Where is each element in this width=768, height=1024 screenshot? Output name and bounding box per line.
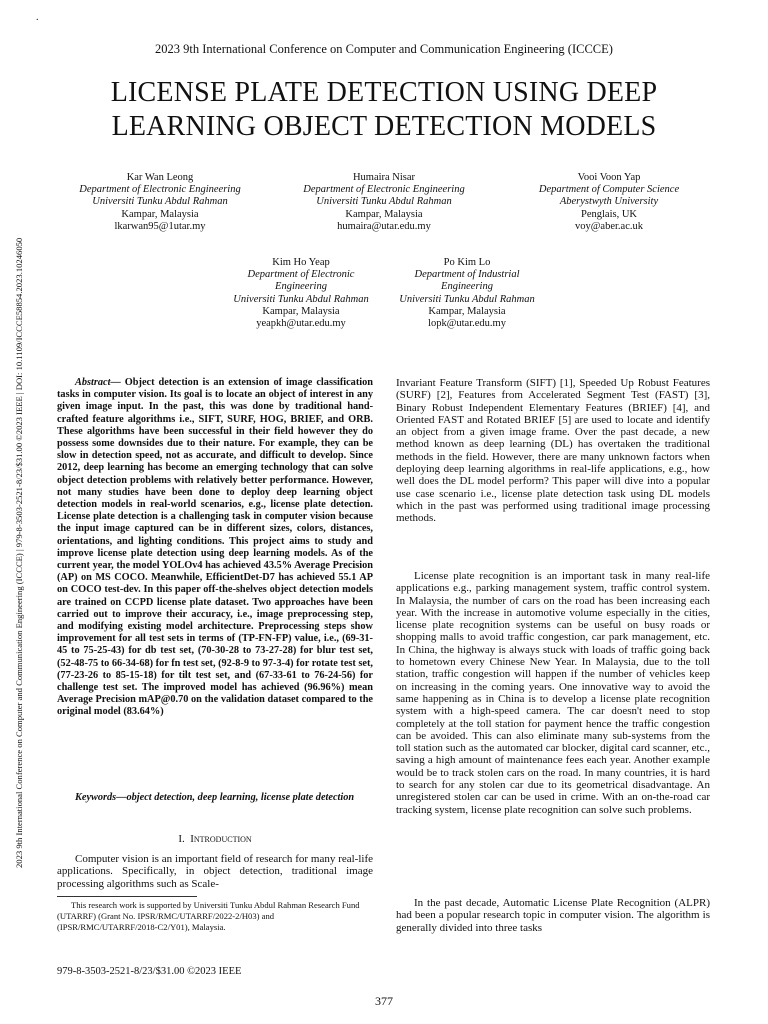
author-department-2: Engineering — [441, 281, 493, 293]
author-name: Kim Ho Yeap — [272, 257, 330, 268]
author-department: Department of Electronic Engineering — [303, 184, 465, 196]
abstract — [57, 377, 373, 719]
page-number: 377 — [375, 994, 393, 1008]
author-email[interactable]: voy@aber.ac.uk — [575, 220, 643, 232]
author-email[interactable]: lkarwan95@1utar.my — [114, 220, 206, 232]
section-number: I. — [178, 833, 185, 845]
author-university: Universiti Tunku Abdul Rahman — [316, 196, 452, 208]
author-university: Aberystwyth University — [559, 196, 659, 208]
author-department-2: Engineering — [275, 281, 327, 293]
abstract-dash: — — [110, 377, 121, 388]
paper-title — [40, 76, 728, 144]
author-block-2 — [281, 172, 487, 233]
author-block-4 — [216, 257, 386, 330]
author-department: Department of Electronic — [247, 269, 355, 281]
author-name: Po Kim Lo — [443, 257, 491, 268]
author-email[interactable]: lopk@utar.edu.my — [428, 318, 506, 330]
abstract-text: Object detection is an extension of image classification tasks in computer vision. Its goal is to locate an object of interest in any given image input. In the past, this was done by traditional hand-crafted feature algorithms i.e., SIFT, SURF, HOG, BRIEF, and ORB. These algorithms have been successful in their field however they do possess some downsides due to their nature. For example, they can be slow in detection speed, not as accurate, and difficult to develop. Since 2012, deep learning has become an emerging technology that can solve object detection problems with relatively better performance. However, not many studies have been done to deploy deep learning object detection models in real-world scenarios, e.g., license plate detection. License plate detection is a challenging task in computer vision because the input image captured can be in different sizes, colors, distances, orientations, and lighting conditions. This project aims to study and improve license plate detection using deep learning models. As of the current year, the model YOLOv4 has achieved 43.5% Average Precision (AP) on MS COCO. Meanwhile, EfficientDet-D7 has achieved 55.1 AP on COCO test-dev. In this paper off-the-shelves object detection models are trained on CCPD license plate dataset. Two approaches have been carried out to improve their accuracy, i.e., image preprocessing step, and modifying existing model architecture. Preprocessing steps show improvement for all test sets in terms of (TP-FN-FP) value, i.e., (69-31-45 to 75-25-43) for db test set, (70-30-28 to 73-27-28) for blur test set, (52-48-75 to 66-34-68) for fn test set, (92-8-9 to 97-3-4) for rotate test set, (77-23-26 to 85-15-18) for tilt test set, and (67-33-61 to 76-24-56) for challenge test set. The improved model has achieved (96.96%) mean Average Precision mAP@0.70 on the validation dataset compared to the original model (83.64%) — [57, 377, 373, 718]
right-paragraph-2: License plate recognition is an important task in many real-life applications e.g., parking management system, traffic control system. In Malaysia, the number of cars on the road has been increasing each year. With the increase in automotive volume especially in the cities, license plate recognition systems can be useful on busy roads or shopping malls to avoid traffic congestion, car park management, etc. In China, the highway is always stuck with loads of traffic going back to hometown every Chinese New Year. In Malaysia, due to the toll station, traffic congestion will happen if the number of vehicles keep on increasing in the coming years. One innovative way to avoid the same happening as in China is to develop a license plate recognition system with a high-speed camera. The car doesn't need to stop completely at the toll station for payment hence the traffic congestion can be avoided. This can also eliminate many sub-systems from the toll station such as the automated car blocker, digital card scanner, etc., saving a high amount of maintenance fees each year. Another example would be to track stolen cars on the road. In many countries, it is hard to search for any stolen car due to its geometrical disadvantage. An unregistered stolen car can be used in crime. With an on-the-road car tracking system, license plate recognition can solve such problems. — [396, 570, 710, 816]
doi-sidebar: 2023 9th International Conference on Computer and Communication Engineering (ICCCE) | 979-8-3503-2521-8/23/$31.00 ©2023 IEEE | DOI: 10.1109/ICCCE58854.2023.10246050 — [14, 237, 24, 868]
conference-header: 2023 9th International Conference on Computer and Communication Engineering (ICCCE) — [155, 42, 613, 56]
section-heading — [57, 833, 373, 845]
author-block-3 — [506, 172, 712, 233]
author-name: Humaira Nisar — [352, 172, 416, 183]
author-name: Kar Wan Leong — [126, 172, 194, 183]
author-email[interactable]: yeapkh@utar.edu.my — [256, 318, 346, 330]
author-location: Kampar, Malaysia — [262, 305, 340, 317]
title-line-2: LEARNING OBJECT DETECTION MODELS — [111, 111, 657, 142]
abstract-label: Abstract — [75, 377, 111, 388]
keywords-text: Keywords—object detection, deep learning, license plate detection — [75, 792, 355, 803]
intro-paragraph: Computer vision is an important field of research for many real-life applications. Specifically, in object detection, traditional image processing algorithms such as Scale- — [57, 853, 373, 890]
isbn-footer: 979-8-3503-2521-8/23/$31.00 ©2023 IEEE — [57, 966, 242, 977]
author-block-1 — [57, 172, 263, 233]
footnote: This research work is supported by Universiti Tunku Abdul Rahman Research Fund (UTARRF) (Grant No. IPSR/RMC/UTARRF/2022-2/H03) and (IPSR/RMC/UTARRF/2018-C2/Y01), Malaysia. — [57, 900, 360, 932]
title-line-1: LICENSE PLATE DETECTION USING DEEP — [110, 77, 658, 108]
author-university: Universiti Tunku Abdul Rahman — [92, 196, 228, 208]
author-location: Kampar, Malaysia — [345, 208, 423, 220]
right-paragraph-3: In the past decade, Automatic License Plate Recognition (ALPR) had been a popular research topic in computer vision. The algorithm is generally divided into three tasks — [396, 897, 710, 934]
author-email[interactable]: humaira@utar.edu.my — [337, 220, 431, 232]
author-location: Kampar, Malaysia — [428, 305, 506, 317]
author-name: Vooi Voon Yap — [577, 172, 641, 183]
author-university: Universiti Tunku Abdul Rahman — [399, 293, 535, 305]
author-department: Department of Electronic Engineering — [79, 184, 241, 196]
keywords — [57, 792, 373, 804]
author-block-5 — [384, 257, 550, 330]
author-university: Universiti Tunku Abdul Rahman — [233, 293, 369, 305]
corner-mark: . — [36, 12, 39, 23]
footnote-rule — [57, 896, 197, 897]
author-department: Department of Computer Science — [538, 184, 680, 196]
author-department: Department of Industrial — [414, 269, 520, 281]
author-location: Penglais, UK — [581, 208, 637, 220]
author-location: Kampar, Malaysia — [121, 208, 199, 220]
right-paragraph-1: Invariant Feature Transform (SIFT) [1], Speeded Up Robust Features (SURF) [2], Features from Accelerated Segment Test (FAST) [3], Binary Robust Independent Elementary Features (BRIEF) [4], and Oriented FAST and Rotated BRIEF [5] are used to locate and identify an object from a given image frame. Over the past decade, a new method known as deep learning (DL) has overtaken the traditional methods in the field. However, there are many unknown factors when deploying deep learning algorithms in real-life applications, e.g., how well does the DL model perform? This paper will dive into a popular use case scenario i.e., license plate detection task using DL models which in the past was performed using traditional image processing methods. — [396, 377, 710, 525]
section-title: Introduction — [190, 833, 252, 845]
